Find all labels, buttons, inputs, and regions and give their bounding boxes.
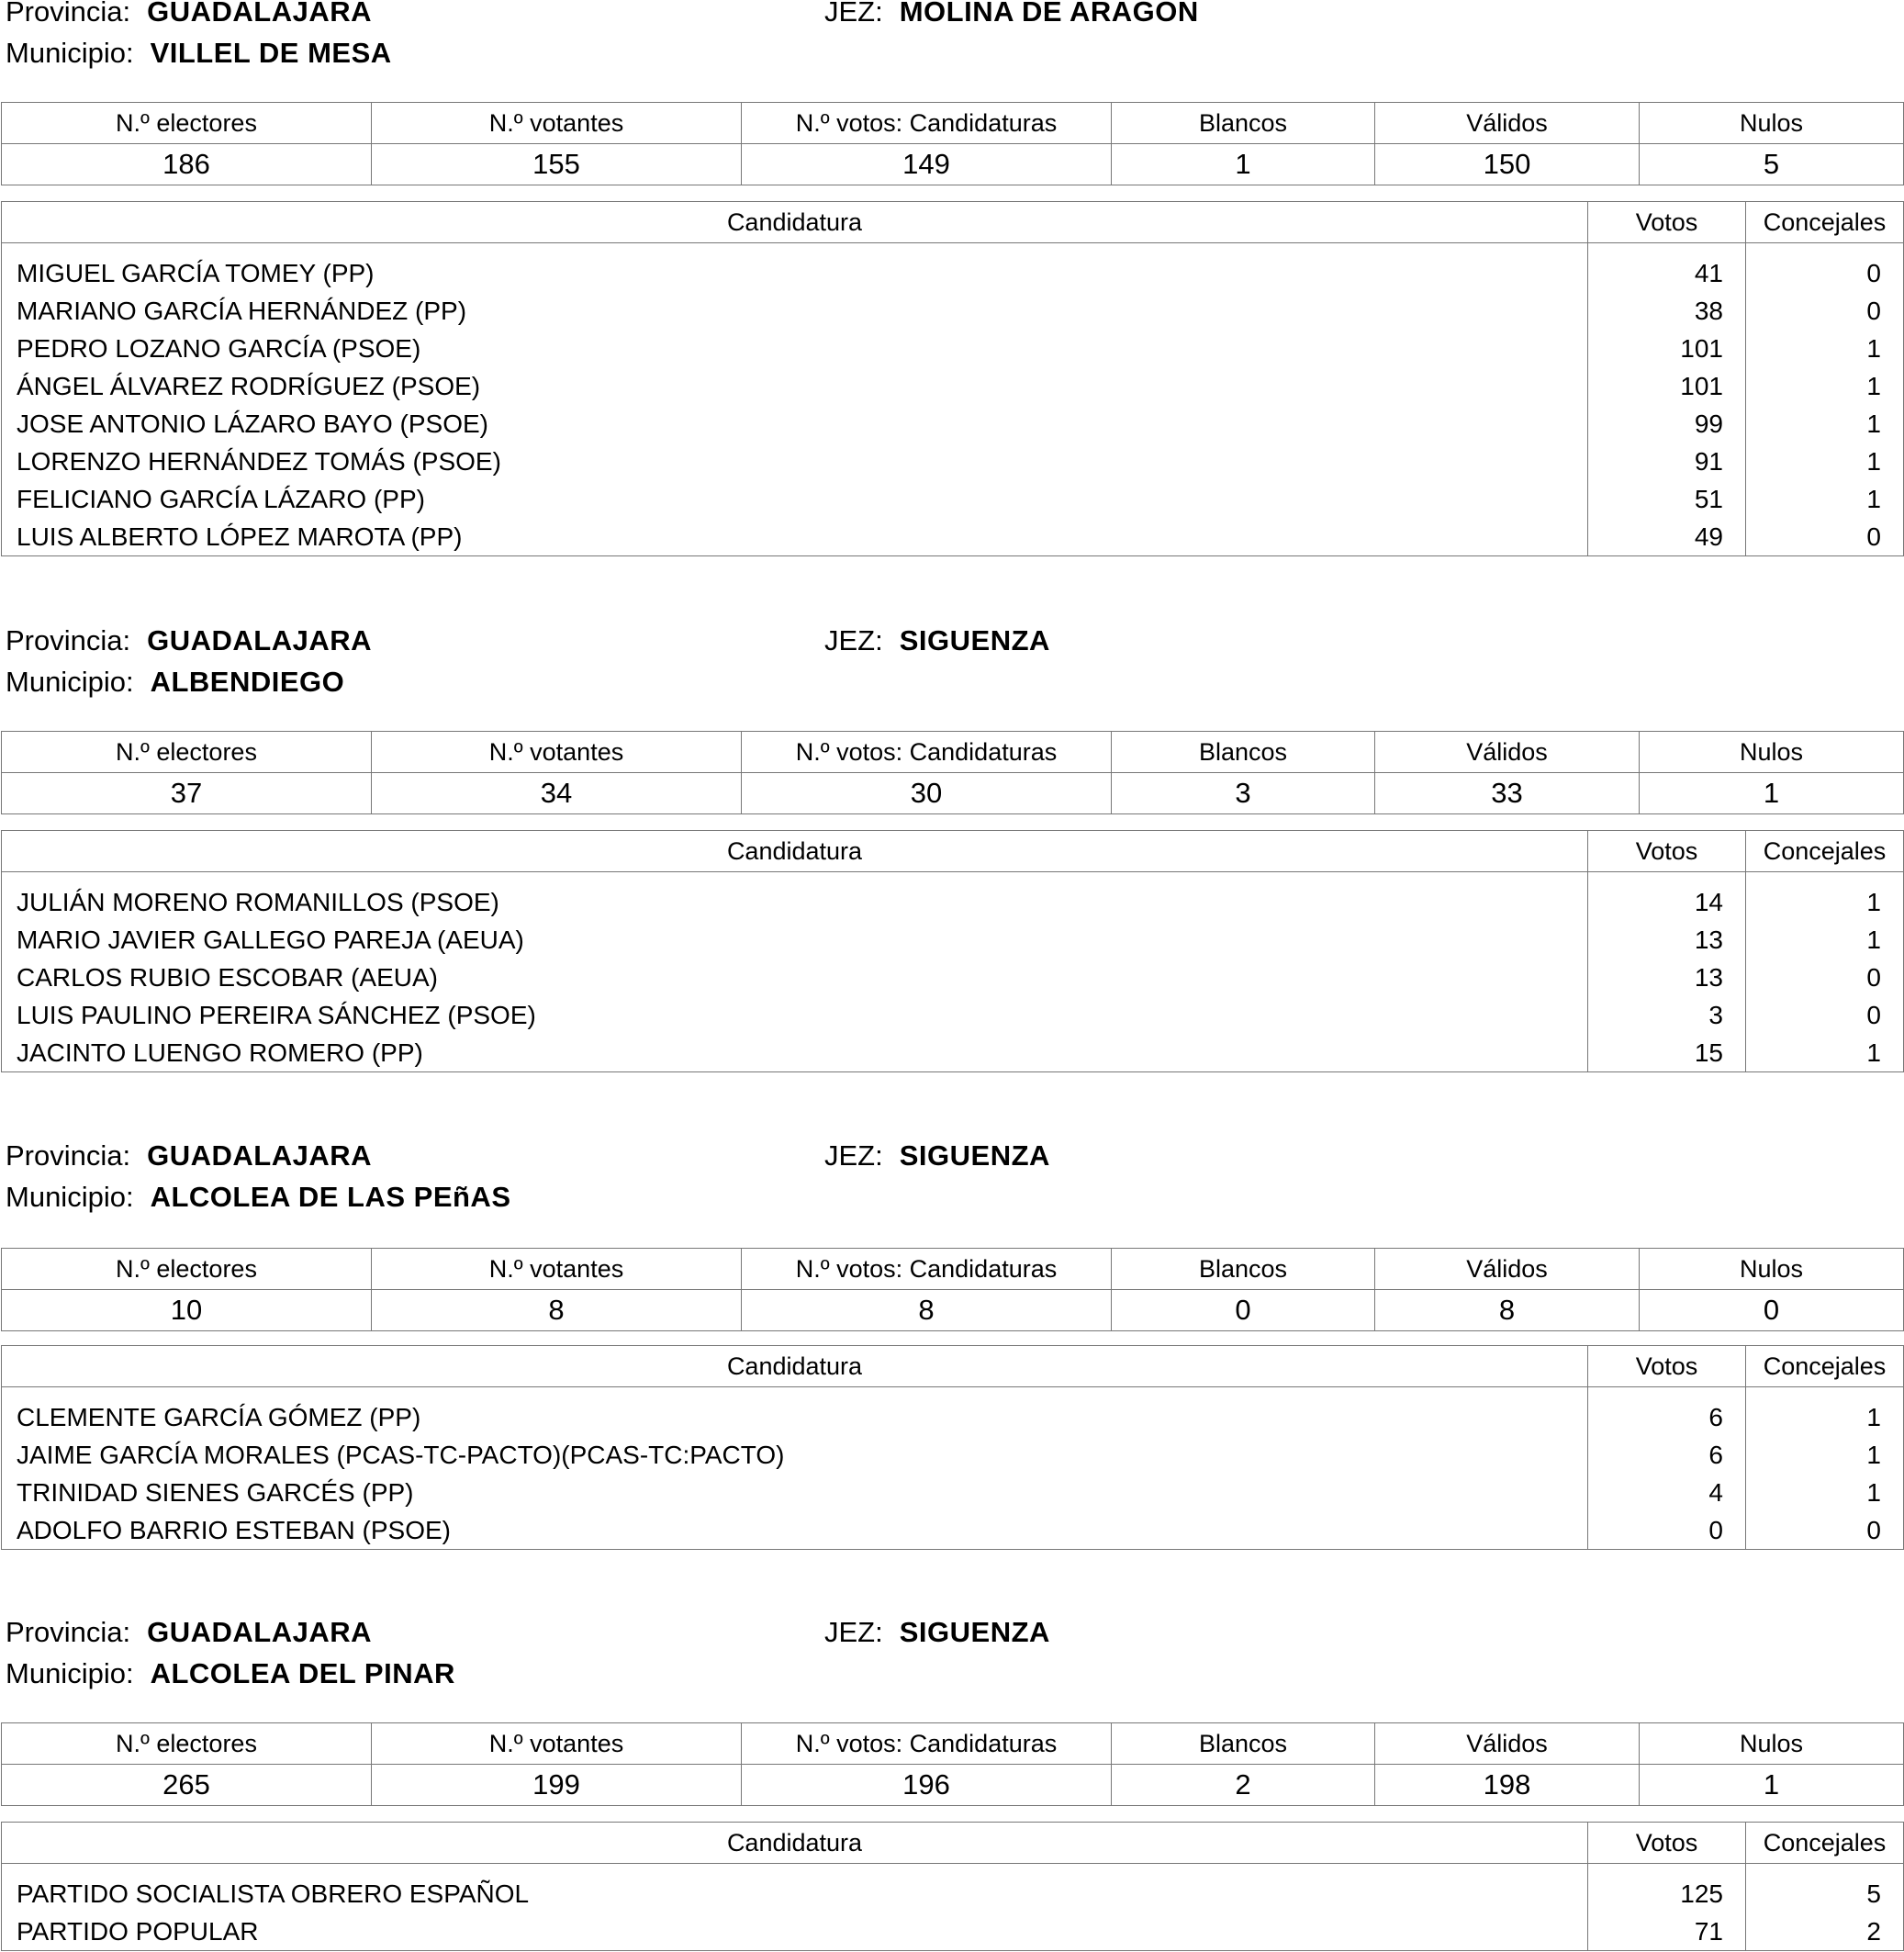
jez-label: JEZ:: [824, 1139, 883, 1172]
stats-table: [1, 102, 1904, 185]
jez-value: SIGUENZA: [899, 624, 1050, 656]
votos-candidaturas-header: N.º votos: Candidaturas: [742, 1723, 1112, 1765]
electores-value: 37: [2, 773, 372, 814]
municipio-label: Municipio:: [6, 666, 134, 698]
votantes-header: N.º votantes: [372, 1723, 742, 1765]
candidate-row: [2, 1034, 1904, 1072]
jez-value: SIGUENZA: [899, 1139, 1050, 1172]
votantes-header: N.º votantes: [372, 1249, 742, 1290]
candidate-votos: 71: [1588, 1913, 1746, 1951]
municipio-label: Municipio:: [6, 1181, 134, 1213]
candidate-concejales: 0: [1746, 959, 1904, 996]
municipio-value: ALCOLEA DEL PINAR: [150, 1657, 455, 1689]
candidate-votos: 101: [1588, 330, 1746, 367]
provincia-value: GUADALAJARA: [147, 1616, 372, 1648]
votos-candidaturas-header: N.º votos: Candidaturas: [742, 103, 1112, 144]
blancos-header: Blancos: [1112, 1723, 1375, 1765]
candidate-name: MARIO JAVIER GALLEGO PAREJA (AEUA): [17, 925, 524, 954]
nulos-value: 1: [1640, 1765, 1904, 1806]
candidate-row: [2, 243, 1904, 293]
validos-value: 150: [1375, 144, 1640, 185]
candidates-table: [1, 201, 1904, 556]
candidatura-header: Candidatura: [2, 1823, 1588, 1864]
blancos-header: Blancos: [1112, 732, 1375, 773]
candidate-row: [2, 996, 1904, 1034]
candidate-votos: 49: [1588, 518, 1746, 556]
candidate-name: CARLOS RUBIO ESCOBAR (AEUA): [17, 962, 438, 992]
candidate-votos: 125: [1588, 1864, 1746, 1913]
municipio-label: Municipio:: [6, 37, 134, 69]
validos-header: Válidos: [1375, 1723, 1640, 1765]
municipio-line: [6, 666, 344, 699]
jez-label: JEZ:: [824, 0, 883, 28]
candidate-name: LORENZO HERNÁNDEZ TOMÁS (PSOE): [17, 446, 501, 476]
candidate-votos: 38: [1588, 292, 1746, 330]
electores-header: N.º electores: [2, 1249, 372, 1290]
candidate-concejales: 1: [1746, 330, 1904, 367]
jez-line: [824, 1139, 1050, 1172]
blancos-value: 1: [1112, 144, 1375, 185]
candidate-name: PARTIDO POPULAR: [17, 1916, 259, 1946]
stats-table: [1, 1248, 1904, 1331]
candidate-name: TRINIDAD SIENES GARCÉS (PP): [17, 1477, 414, 1507]
provincia-label: Provincia:: [6, 624, 131, 656]
blancos-header: Blancos: [1112, 1249, 1375, 1290]
municipio-value: VILLEL DE MESA: [150, 37, 392, 69]
provincia-line: [6, 0, 372, 28]
candidate-votos: 91: [1588, 443, 1746, 480]
candidate-concejales: 1: [1746, 1034, 1904, 1072]
municipio-label: Municipio:: [6, 1657, 134, 1689]
candidate-concejales: 1: [1746, 405, 1904, 443]
concejales-header: Concejales: [1746, 1823, 1904, 1864]
candidate-votos: 0: [1588, 1511, 1746, 1550]
candidate-row: [2, 443, 1904, 480]
candidate-name: JULIÁN MORENO ROMANILLOS (PSOE): [17, 887, 499, 916]
votos-header: Votos: [1588, 1346, 1746, 1387]
votos-candidaturas-header: N.º votos: Candidaturas: [742, 732, 1112, 773]
candidate-votos: 4: [1588, 1474, 1746, 1511]
provincia-label: Provincia:: [6, 1139, 131, 1172]
votos-candidaturas-value: 30: [742, 773, 1112, 814]
candidate-concejales: 0: [1746, 996, 1904, 1034]
candidate-votos: 13: [1588, 921, 1746, 959]
electores-value: 265: [2, 1765, 372, 1806]
candidate-votos: 6: [1588, 1387, 1746, 1437]
blancos-value: 2: [1112, 1765, 1375, 1806]
provincia-line: [6, 1616, 372, 1649]
votos-candidaturas-value: 196: [742, 1765, 1112, 1806]
municipio-line: [6, 37, 392, 70]
candidates-table: [1, 1822, 1904, 1951]
candidate-row: [2, 1387, 1904, 1437]
candidates-table: [1, 1345, 1904, 1550]
candidate-name: JAIME GARCÍA MORALES (PCAS-TC-PACTO)(PCAS-TC:PACTO): [17, 1440, 785, 1469]
candidate-row: [2, 872, 1904, 922]
candidate-votos: 13: [1588, 959, 1746, 996]
candidate-row: [2, 518, 1904, 556]
candidate-row: [2, 1913, 1904, 1951]
jez-line: [824, 1616, 1050, 1649]
candidate-row: [2, 367, 1904, 405]
candidate-name: LUIS PAULINO PEREIRA SÁNCHEZ (PSOE): [17, 1000, 536, 1029]
validos-value: 33: [1375, 773, 1640, 814]
candidate-row: [2, 1436, 1904, 1474]
concejales-header: Concejales: [1746, 202, 1904, 243]
candidate-name: JOSE ANTONIO LÁZARO BAYO (PSOE): [17, 409, 488, 438]
candidate-concejales: 1: [1746, 872, 1904, 922]
candidate-concejales: 1: [1746, 480, 1904, 518]
electores-value: 186: [2, 144, 372, 185]
candidate-votos: 51: [1588, 480, 1746, 518]
municipio-value: ALCOLEA DE LAS PEñAS: [150, 1181, 511, 1213]
validos-header: Válidos: [1375, 732, 1640, 773]
electores-header: N.º electores: [2, 732, 372, 773]
jez-line: [824, 0, 1199, 28]
nulos-header: Nulos: [1640, 1723, 1904, 1765]
nulos-header: Nulos: [1640, 732, 1904, 773]
candidate-concejales: 0: [1746, 518, 1904, 556]
candidate-name: CLEMENTE GARCÍA GÓMEZ (PP): [17, 1402, 421, 1431]
candidate-concejales: 0: [1746, 1511, 1904, 1550]
provincia-value: GUADALAJARA: [147, 624, 372, 656]
candidate-row: [2, 1864, 1904, 1913]
candidatura-header: Candidatura: [2, 1346, 1588, 1387]
candidate-name: ÁNGEL ÁLVAREZ RODRÍGUEZ (PSOE): [17, 371, 481, 400]
electores-header: N.º electores: [2, 1723, 372, 1765]
candidate-name: LUIS ALBERTO LÓPEZ MAROTA (PP): [17, 522, 463, 551]
candidate-row: [2, 480, 1904, 518]
candidate-concejales: 1: [1746, 921, 1904, 959]
candidate-votos: 15: [1588, 1034, 1746, 1072]
validos-header: Válidos: [1375, 1249, 1640, 1290]
nulos-value: 0: [1640, 1290, 1904, 1331]
votantes-value: 8: [372, 1290, 742, 1331]
candidate-name: FELICIANO GARCÍA LÁZARO (PP): [17, 484, 425, 513]
validos-value: 198: [1375, 1765, 1640, 1806]
candidate-votos: 14: [1588, 872, 1746, 922]
provincia-line: [6, 624, 372, 657]
candidate-concejales: 2: [1746, 1913, 1904, 1951]
blancos-header: Blancos: [1112, 103, 1375, 144]
jez-value: MOLINA DE ARAGON: [899, 0, 1199, 28]
candidate-name: PEDRO LOZANO GARCÍA (PSOE): [17, 333, 421, 363]
votos-candidaturas-value: 8: [742, 1290, 1112, 1331]
municipio-line: [6, 1181, 511, 1214]
votantes-header: N.º votantes: [372, 732, 742, 773]
provincia-label: Provincia:: [6, 0, 131, 28]
municipio-line: [6, 1657, 455, 1690]
votantes-value: 199: [372, 1765, 742, 1806]
candidate-concejales: 1: [1746, 1387, 1904, 1437]
provincia-label: Provincia:: [6, 1616, 131, 1648]
candidate-row: [2, 1474, 1904, 1511]
nulos-value: 1: [1640, 773, 1904, 814]
nulos-value: 5: [1640, 144, 1904, 185]
candidate-concejales: 1: [1746, 1474, 1904, 1511]
votos-candidaturas-header: N.º votos: Candidaturas: [742, 1249, 1112, 1290]
votantes-value: 34: [372, 773, 742, 814]
provincia-value: GUADALAJARA: [147, 1139, 372, 1172]
votos-header: Votos: [1588, 202, 1746, 243]
candidate-concejales: 1: [1746, 1436, 1904, 1474]
candidate-votos: 41: [1588, 243, 1746, 293]
nulos-header: Nulos: [1640, 1249, 1904, 1290]
candidates-table: [1, 830, 1904, 1072]
electores-header: N.º electores: [2, 103, 372, 144]
stats-table: [1, 1722, 1904, 1806]
votantes-value: 155: [372, 144, 742, 185]
candidate-concejales: 1: [1746, 443, 1904, 480]
candidate-row: [2, 959, 1904, 996]
votos-header: Votos: [1588, 1823, 1746, 1864]
candidate-concejales: 0: [1746, 243, 1904, 293]
votantes-header: N.º votantes: [372, 103, 742, 144]
jez-label: JEZ:: [824, 1616, 883, 1648]
jez-label: JEZ:: [824, 624, 883, 656]
candidate-votos: 6: [1588, 1436, 1746, 1474]
votos-candidaturas-value: 149: [742, 144, 1112, 185]
candidate-votos: 101: [1588, 367, 1746, 405]
candidate-row: [2, 921, 1904, 959]
votos-header: Votos: [1588, 831, 1746, 872]
candidate-row: [2, 1511, 1904, 1550]
candidate-name: MIGUEL GARCÍA TOMEY (PP): [17, 258, 375, 287]
concejales-header: Concejales: [1746, 831, 1904, 872]
candidate-name: JACINTO LUENGO ROMERO (PP): [17, 1038, 423, 1067]
candidatura-header: Candidatura: [2, 831, 1588, 872]
stats-table: [1, 731, 1904, 814]
candidate-name: PARTIDO SOCIALISTA OBRERO ESPAÑOL: [17, 1879, 530, 1908]
candidate-row: [2, 292, 1904, 330]
blancos-value: 0: [1112, 1290, 1375, 1331]
concejales-header: Concejales: [1746, 1346, 1904, 1387]
candidate-votos: 99: [1588, 405, 1746, 443]
municipio-value: ALBENDIEGO: [150, 666, 345, 698]
candidate-concejales: 1: [1746, 367, 1904, 405]
candidate-row: [2, 330, 1904, 367]
electores-value: 10: [2, 1290, 372, 1331]
candidatura-header: Candidatura: [2, 202, 1588, 243]
candidate-name: ADOLFO BARRIO ESTEBAN (PSOE): [17, 1515, 451, 1544]
candidate-row: [2, 405, 1904, 443]
candidate-concejales: 5: [1746, 1864, 1904, 1913]
validos-header: Válidos: [1375, 103, 1640, 144]
candidate-votos: 3: [1588, 996, 1746, 1034]
candidate-name: MARIANO GARCÍA HERNÁNDEZ (PP): [17, 296, 467, 325]
provincia-line: [6, 1139, 372, 1172]
jez-line: [824, 624, 1050, 657]
validos-value: 8: [1375, 1290, 1640, 1331]
provincia-value: GUADALAJARA: [147, 0, 372, 28]
jez-value: SIGUENZA: [899, 1616, 1050, 1648]
nulos-header: Nulos: [1640, 103, 1904, 144]
blancos-value: 3: [1112, 773, 1375, 814]
candidate-concejales: 0: [1746, 292, 1904, 330]
